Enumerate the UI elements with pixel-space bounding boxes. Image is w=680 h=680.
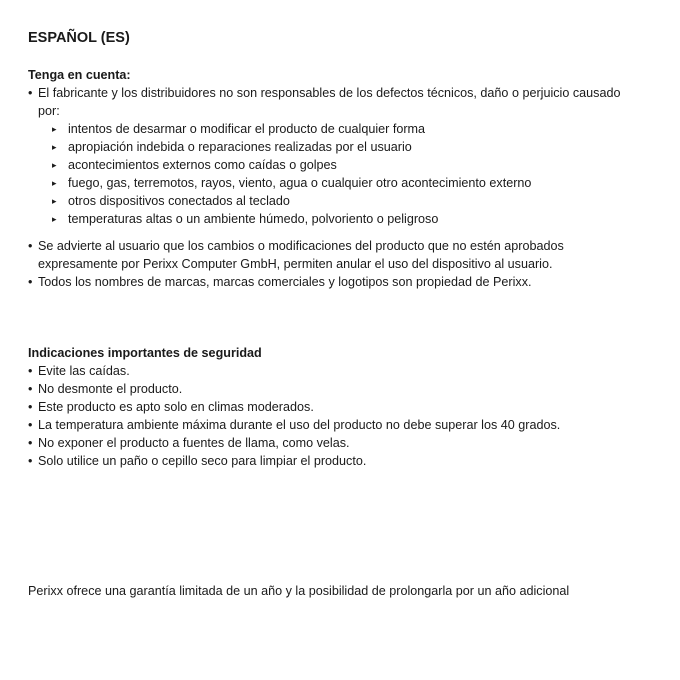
notice-bullet-liability [28,84,668,228]
safety-item: • No desmonte el producto. [28,380,668,398]
sublist-item: ▸ otros dispositivos conectados al teclado [38,192,668,210]
notice-bullet-modifications-line1: Se advierte al usuario que los cambios o modificaciones del producto que no estén aprobados [38,239,564,253]
safety-item: • Este producto es apto solo en climas moderados. [28,398,668,416]
notice-bullet-liability-line2: por: [38,104,60,118]
safety-item: • Evite las caídas. [28,362,668,380]
safety-item: • No exponer el producto a fuentes de llama, como velas. [28,434,668,452]
notice-section [28,66,668,291]
notice-bullet-modifications [28,237,668,273]
list-spacer [28,228,668,237]
safety-list [28,362,668,470]
sublist-item: ▸ apropiación indebida o reparaciones realizadas por el usuario [38,138,668,156]
safety-item: • Solo utilice un paño o cepillo seco para limpiar el producto. [28,452,668,470]
notice-bullet-modifications-line2: expresamente por Perixx Computer GmbH, permiten anular el uso del dispositivo al usuario. [38,257,553,271]
sublist-item: ▸ acontecimientos externos como caídas o golpes [38,156,668,174]
safety-heading: Indicaciones importantes de seguridad [28,346,262,360]
sublist-item: ▸ intentos de desarmar o modificar el producto de cualquier forma [38,120,668,138]
liability-sublist [38,120,668,228]
sublist-item: ▸ temperaturas altas o un ambiente húmedo, polvoriento o peligroso [38,210,668,228]
safety-item: • La temperatura ambiente máxima durante el uso del producto no debe superar los 40 grados. [28,416,668,434]
notice-list [28,84,668,291]
sublist-item: ▸ fuego, gas, terremotos, rayos, viento, agua o cualquier otro acontecimiento externo [38,174,668,192]
page-title: ESPAÑOL (ES) [28,30,130,46]
warranty-section [28,582,668,600]
notice-bullet-liability-line1: El fabricante y los distribuidores no son responsables de los defectos técnicos, daño o perjuicio causado [38,86,621,100]
safety-section [28,344,668,470]
notice-bullet-trademarks: • Todos los nombres de marcas, marcas comerciales y logotipos son propiedad de Perixx. [28,273,668,291]
document-page [28,24,668,598]
warranty-text: Perixx ofrece una garantía limitada de un año y la posibilidad de prolongarla por un año adicional [28,584,570,598]
notice-heading: Tenga en cuenta: [28,68,131,82]
